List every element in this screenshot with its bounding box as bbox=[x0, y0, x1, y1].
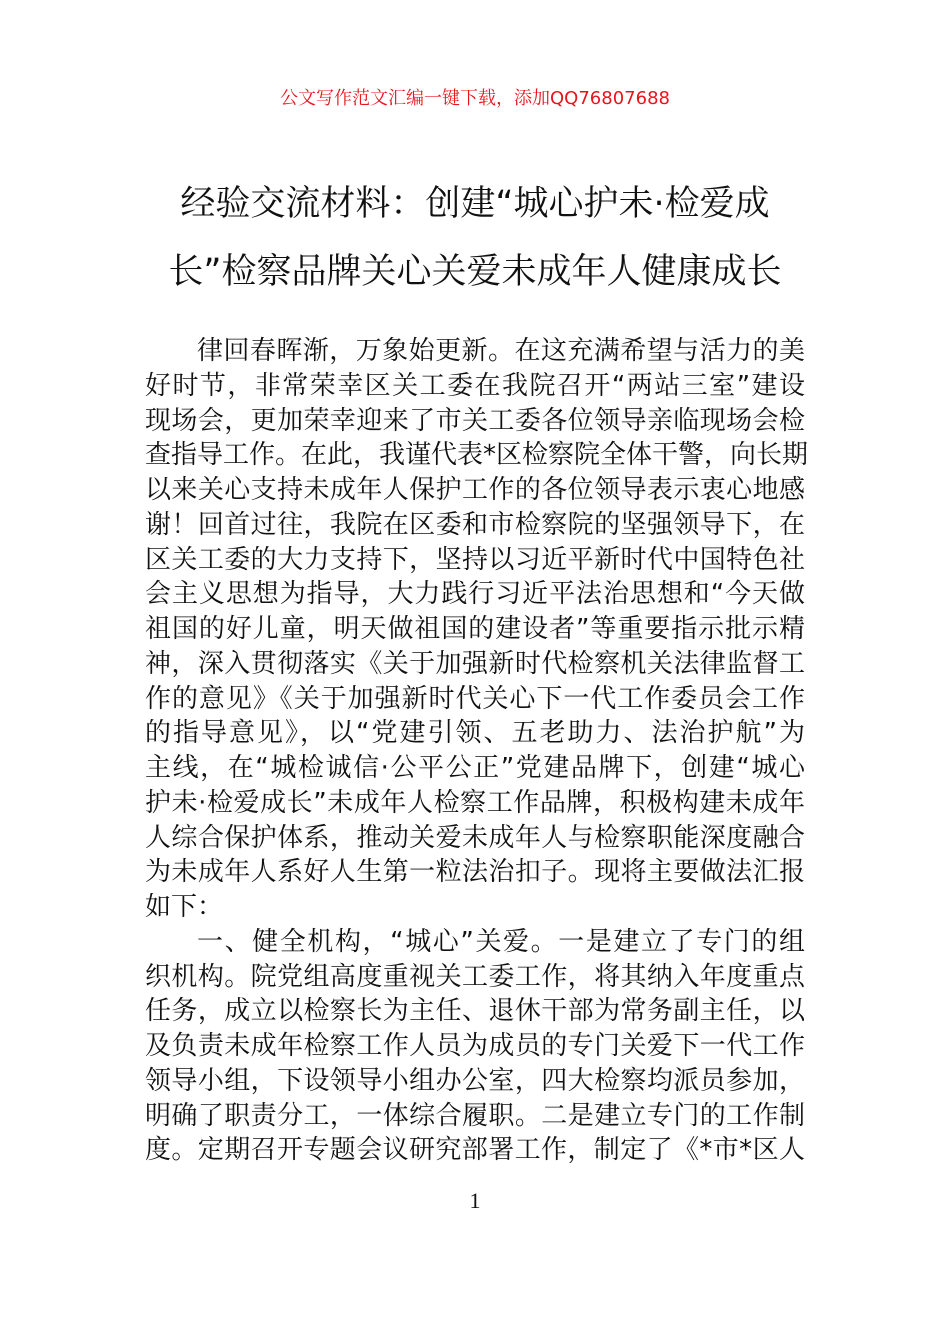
body-line: 好时节，非常荣幸区关工委在我院召开“两站三室”建设 bbox=[145, 370, 805, 401]
body-line: 领导小组，下设领导小组办公室，四大检察均派员参加， bbox=[145, 1065, 805, 1096]
body-line: 谢！回首过往，我院在区委和市检察院的坚强领导下，在 bbox=[145, 509, 805, 540]
body-text bbox=[145, 334, 809, 1168]
body-line: 的指导意见》，以“党建引领、五老助力、法治护航”为 bbox=[145, 718, 805, 749]
title-line: 经验交流材料：创建“城心护未·检爱成 bbox=[180, 184, 770, 224]
body-line: 度。定期召开专题会议研究部署工作，制定了《*市*区人 bbox=[145, 1135, 805, 1166]
body-line: 任务，成立以检察长为主任、退休干部为常务副主任，以 bbox=[145, 996, 805, 1027]
download-watermark-note: 公文写作范文汇编一键下载，添加QQ76807688 bbox=[280, 88, 670, 109]
body-line: 如下： bbox=[145, 892, 224, 922]
body-line: 一、健全机构，“城心”关爱。一是建立了专门的组 bbox=[197, 926, 805, 957]
body-line: 为未成年人系好人生第一粒法治扣子。现将主要做法汇报 bbox=[145, 857, 805, 888]
body-line: 律回春晖渐，万象始更新。在这充满希望与活力的美 bbox=[197, 336, 805, 366]
body-line: 区关工委的大力支持下，坚持以习近平新时代中国特色社 bbox=[145, 544, 805, 575]
body-line: 神，深入贯彻落实《关于加强新时代检察机关法律监督工 bbox=[145, 648, 805, 679]
body-line: 明确了职责分工，一体综合履职。二是建立专门的工作制 bbox=[145, 1100, 805, 1131]
body-line: 以来关心支持未成年人保护工作的各位领导表示衷心地感 bbox=[145, 475, 805, 505]
body-line: 及负责未成年检察工作人员为成员的专门关爱下一代工作 bbox=[145, 1031, 805, 1061]
body-line: 主线，在“城检诚信·公平公正”党建品牌下，创建“城心 bbox=[145, 753, 805, 783]
body-line: 查指导工作。在此，我谨代表*区检察院全体干警，向长期 bbox=[145, 440, 809, 471]
body-line: 织机构。院党组高度重视关工委工作，将其纳入年度重点 bbox=[145, 961, 805, 992]
body-line: 现场会，更加荣幸迎来了市关工委各位领导亲临现场会检 bbox=[145, 405, 805, 436]
body-line: 作的意见》《关于加强新时代关心下一代工作委员会工作 bbox=[145, 683, 805, 714]
page-number: 1 bbox=[469, 1188, 481, 1213]
title-line: 长”检察品牌关心关爱未成年人健康成长 bbox=[168, 252, 782, 292]
body-line: 护未·检爱成长”未成年人检察工作品牌，积极构建未成年 bbox=[145, 787, 805, 818]
body-line: 祖国的好儿童，明天做祖国的建设者”等重要指示批示精 bbox=[145, 614, 805, 644]
document-title bbox=[100, 170, 850, 306]
body-line: 会主义思想为指导，大力践行习近平法治思想和“今天做 bbox=[145, 579, 805, 610]
body-line: 人综合保护体系，推动关爱未成年人与检察职能深度融合 bbox=[145, 822, 805, 853]
